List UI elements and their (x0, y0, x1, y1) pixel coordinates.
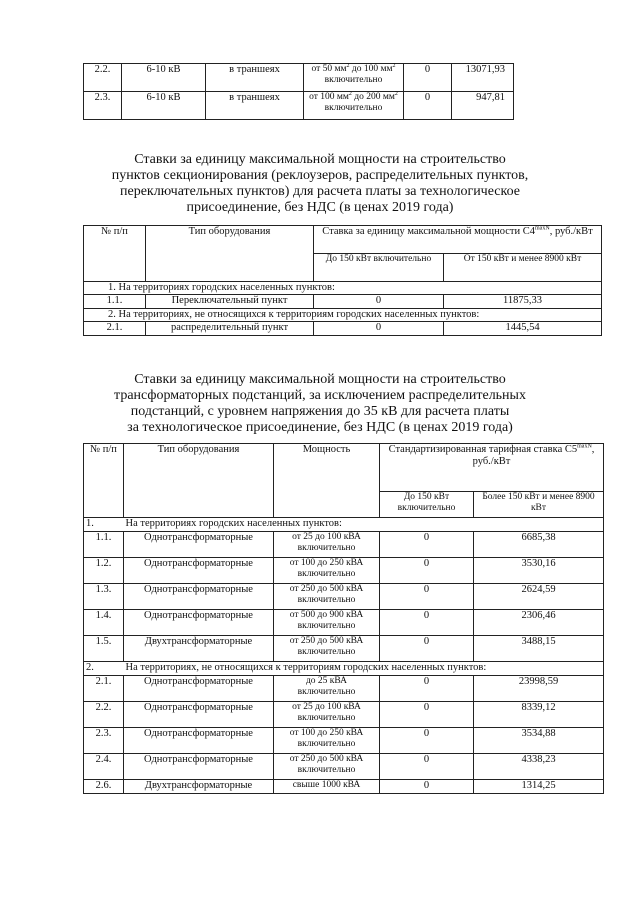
value-over150: 23998,59 (474, 676, 604, 702)
group-row (84, 282, 602, 295)
power-range: от 250 до 500 кВА включительно (274, 584, 380, 610)
method: в траншеях (206, 64, 304, 92)
value-upto150: 0 (404, 64, 452, 92)
value-over150: 11875,33 (444, 295, 602, 309)
equipment-type: Однотрансформаторные (124, 754, 274, 780)
value-upto150: 0 (380, 754, 474, 780)
row-num: 2.6. (84, 780, 124, 794)
value-over150: 2624,59 (474, 584, 604, 610)
value-upto150: 0 (380, 558, 474, 584)
row-num: 2.3. (84, 728, 124, 754)
value-upto150: 0 (314, 295, 444, 309)
power-range: от 250 до 500 кВА включительно (274, 754, 380, 780)
equipment-type: Переключательный пункт (146, 295, 314, 309)
section-range: от 50 $мм^2$ до 100 $мм^2$ включительно (304, 64, 404, 92)
value-over150: 6685,38 (474, 532, 604, 558)
equipment-type: Однотрансформаторные (124, 676, 274, 702)
table-row (84, 584, 604, 610)
heading-line: переключательных пунктов) для расчета платы за технологическое (120, 184, 520, 199)
value-upto150: 0 (380, 584, 474, 610)
heading-line: Ставки за единицу максимальной мощности на строительство (134, 152, 506, 167)
group-label: На территориях, не относящихся к территориям городских населенных пунктов: (124, 662, 604, 676)
value-over150: 3488,15 (474, 636, 604, 662)
value-upto150: 0 (380, 728, 474, 754)
table-row (84, 64, 514, 92)
table-header-row (84, 226, 602, 254)
col-upto150-header: До 150 кВт включительно (314, 254, 444, 282)
value-upto150: 0 (380, 636, 474, 662)
value-upto150: 0 (404, 92, 452, 120)
equipment-type: Однотрансформаторные (124, 728, 274, 754)
voltage: 6-10 кВ (122, 92, 206, 120)
row-num: 1.5. (84, 636, 124, 662)
table-row (84, 558, 604, 584)
heading-line: Ставки за единицу максимальной мощности на строительство (134, 372, 506, 387)
heading-line: трансформаторных подстанций, за исключением распределительных (114, 388, 526, 403)
col-rate-header: Стандартизированная тарифная ставка $С5^{maxN}$, руб./кВт (380, 444, 604, 492)
table-row (84, 754, 604, 780)
row-num: 1.1. (84, 532, 124, 558)
row-num: 2.4. (84, 754, 124, 780)
equipment-type: Двухтрансформаторные (124, 780, 274, 794)
equipment-type: Однотрансформаторные (124, 702, 274, 728)
voltage: 6-10 кВ (122, 64, 206, 92)
group-num: 2. (84, 662, 124, 676)
row-num: 1.3. (84, 584, 124, 610)
value-over150: 3530,16 (474, 558, 604, 584)
row-num: 2.2. (84, 64, 122, 92)
col-upto150-header: До 150 кВт включительно (380, 492, 474, 518)
col-150to8900-header: От 150 кВт и менее 8900 кВт (444, 254, 602, 282)
value-upto150: 0 (380, 676, 474, 702)
group-row (84, 309, 602, 322)
table-c4 (83, 225, 602, 336)
table-row (84, 636, 604, 662)
power-range: от 500 до 900 кВА включительно (274, 610, 380, 636)
group-label: 2. На территориях, не относящихся к территориям городских населенных пунктов: (84, 309, 602, 322)
heading-c5 (0, 372, 640, 436)
table-top-cable (83, 63, 514, 120)
table-row (84, 92, 514, 120)
power-range: от 25 до 100 кВА включительно (274, 702, 380, 728)
value-over150: 8339,12 (474, 702, 604, 728)
equipment-type: Однотрансформаторные (124, 610, 274, 636)
table-row (84, 780, 604, 794)
table-header-row (84, 444, 604, 492)
table-c5 (83, 443, 604, 794)
power-range: свыше 1000 кВА (274, 780, 380, 794)
equipment-type: распределительный пункт (146, 322, 314, 336)
col-power-header: Мощность (274, 444, 380, 518)
value-over150: 13071,93 (452, 64, 514, 92)
group-row (84, 518, 604, 532)
group-label: 1. На территориях городских населенных пунктов: (84, 282, 602, 295)
row-num: 1.4. (84, 610, 124, 636)
equipment-type: Двухтрансформаторные (124, 636, 274, 662)
row-num: 1.1. (84, 295, 146, 309)
power-range: до 25 кВА включительно (274, 676, 380, 702)
group-num: 1. (84, 518, 124, 532)
value-upto150: 0 (380, 702, 474, 728)
row-num: 2.1. (84, 322, 146, 336)
table-row (84, 702, 604, 728)
col-num-header: № п/п (84, 226, 146, 282)
row-num: 2.3. (84, 92, 122, 120)
table-row (84, 676, 604, 702)
col-type-header: Тип оборудования (146, 226, 314, 282)
table-row (84, 610, 604, 636)
value-over150: 1445,54 (444, 322, 602, 336)
method: в траншеях (206, 92, 304, 120)
col-num-header: № п/п (84, 444, 124, 518)
heading-line: подстанций, с уровнем напряжения до 35 кВ для расчета платы (130, 404, 510, 419)
power-range: от 250 до 500 кВА включительно (274, 636, 380, 662)
value-over150: 2306,46 (474, 610, 604, 636)
table-row (84, 728, 604, 754)
section-range: от 100 $мм^2$ до 200 $мм^2$ включительно (304, 92, 404, 120)
value-over150: 4338,23 (474, 754, 604, 780)
power-range: от 25 до 100 кВА включительно (274, 532, 380, 558)
row-num: 2.1. (84, 676, 124, 702)
row-num: 1.2. (84, 558, 124, 584)
heading-line: пунктов секционирования (реклоузеров, распределительных пунктов, (111, 168, 529, 183)
group-label: На территориях городских населенных пунктов: (124, 518, 604, 532)
table-row (84, 295, 602, 309)
value-over150: 947,81 (452, 92, 514, 120)
col-rate-header: Ставка за единицу максимальной мощности $С4^{maxN}$, руб./кВт (314, 226, 602, 254)
equipment-type: Однотрансформаторные (124, 584, 274, 610)
heading-line: присоединение, без НДС (в ценах 2019 года) (186, 200, 454, 215)
equipment-type: Однотрансформаторные (124, 558, 274, 584)
table-row (84, 532, 604, 558)
table-row (84, 322, 602, 336)
group-row (84, 662, 604, 676)
row-num: 2.2. (84, 702, 124, 728)
power-range: от 100 до 250 кВА включительно (274, 728, 380, 754)
value-over150: 3534,88 (474, 728, 604, 754)
value-upto150: 0 (314, 322, 444, 336)
value-over150: 1314,25 (474, 780, 604, 794)
power-range: от 100 до 250 кВА включительно (274, 558, 380, 584)
col-150to8900-header: Более 150 кВт и менее 8900 кВт (474, 492, 604, 518)
equipment-type: Однотрансформаторные (124, 532, 274, 558)
col-type-header: Тип оборудования (124, 444, 274, 518)
value-upto150: 0 (380, 532, 474, 558)
value-upto150: 0 (380, 780, 474, 794)
heading-line: за технологическое присоединение, без НДС (в ценах 2019 года) (127, 420, 513, 435)
value-upto150: 0 (380, 610, 474, 636)
heading-c4 (0, 152, 640, 216)
